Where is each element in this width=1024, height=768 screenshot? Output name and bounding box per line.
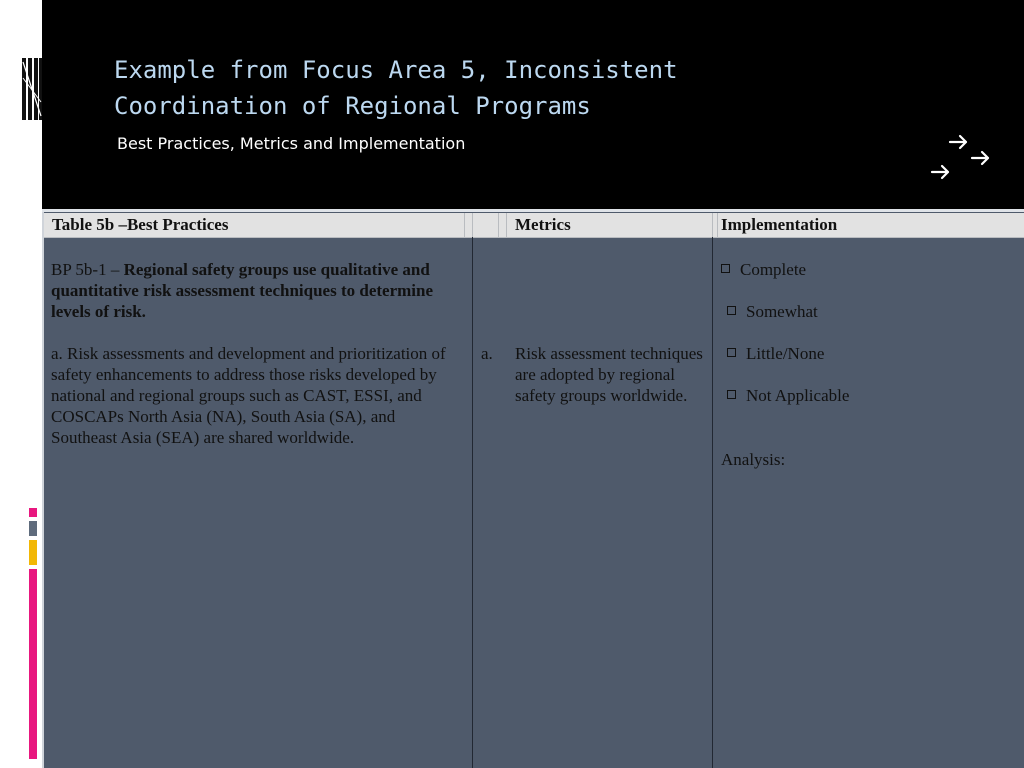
checkbox-icon[interactable] [727, 348, 736, 357]
bp-title: Regional safety groups use qualitative and quantitative risk assessment techniques to determine levels of risk. [51, 260, 434, 321]
checkbox-icon[interactable] [727, 390, 736, 399]
bp-prefix: BP 5b-1 – [51, 260, 124, 279]
header-metrics: Metrics [515, 215, 571, 234]
column-divider [472, 237, 473, 768]
best-practice-title [51, 259, 471, 322]
checkbox-icon[interactable] [727, 306, 736, 315]
divider [42, 209, 1024, 212]
column-divider [712, 237, 713, 768]
slide-header [42, 0, 1024, 210]
document-stack-icon [22, 58, 42, 120]
title-line-2: Coordination of Regional Programs [114, 92, 591, 120]
arrows-icon [926, 130, 996, 186]
slide-title [114, 52, 814, 124]
practice-description: a. Risk assessments and development and prioritization of safety enhancements to address those risks developed by national and regional groups such as CAST, ESSI, and COSCAPs North Asia (NA), South Asia (SA), and Southeast Asia (SEA) are shared worldwide. [51, 344, 446, 447]
title-line-1: Example from Focus Area 5, Inconsistent [114, 56, 678, 84]
analysis-label: Analysis: [721, 450, 786, 469]
table-header-row [44, 213, 1024, 238]
option-somewhat[interactable]: Somewhat [727, 301, 818, 322]
accent-bars [29, 508, 37, 759]
header-implementation: Implementation [721, 215, 838, 234]
option-complete[interactable]: Complete [721, 259, 806, 280]
option-not-applicable[interactable]: Not Applicable [727, 385, 849, 406]
checkbox-icon[interactable] [721, 264, 730, 273]
slide-subtitle: Best Practices, Metrics and Implementation [117, 134, 466, 153]
left-strip [0, 0, 42, 768]
metric-marker: a. [481, 344, 493, 363]
metric-description: Risk assessment techniques are adopted by regional safety groups worldwide. [515, 344, 703, 405]
header-best-practices: Table 5b –Best Practices [52, 215, 229, 234]
option-little-none[interactable]: Little/None [727, 343, 824, 364]
table-left-border [42, 212, 44, 768]
